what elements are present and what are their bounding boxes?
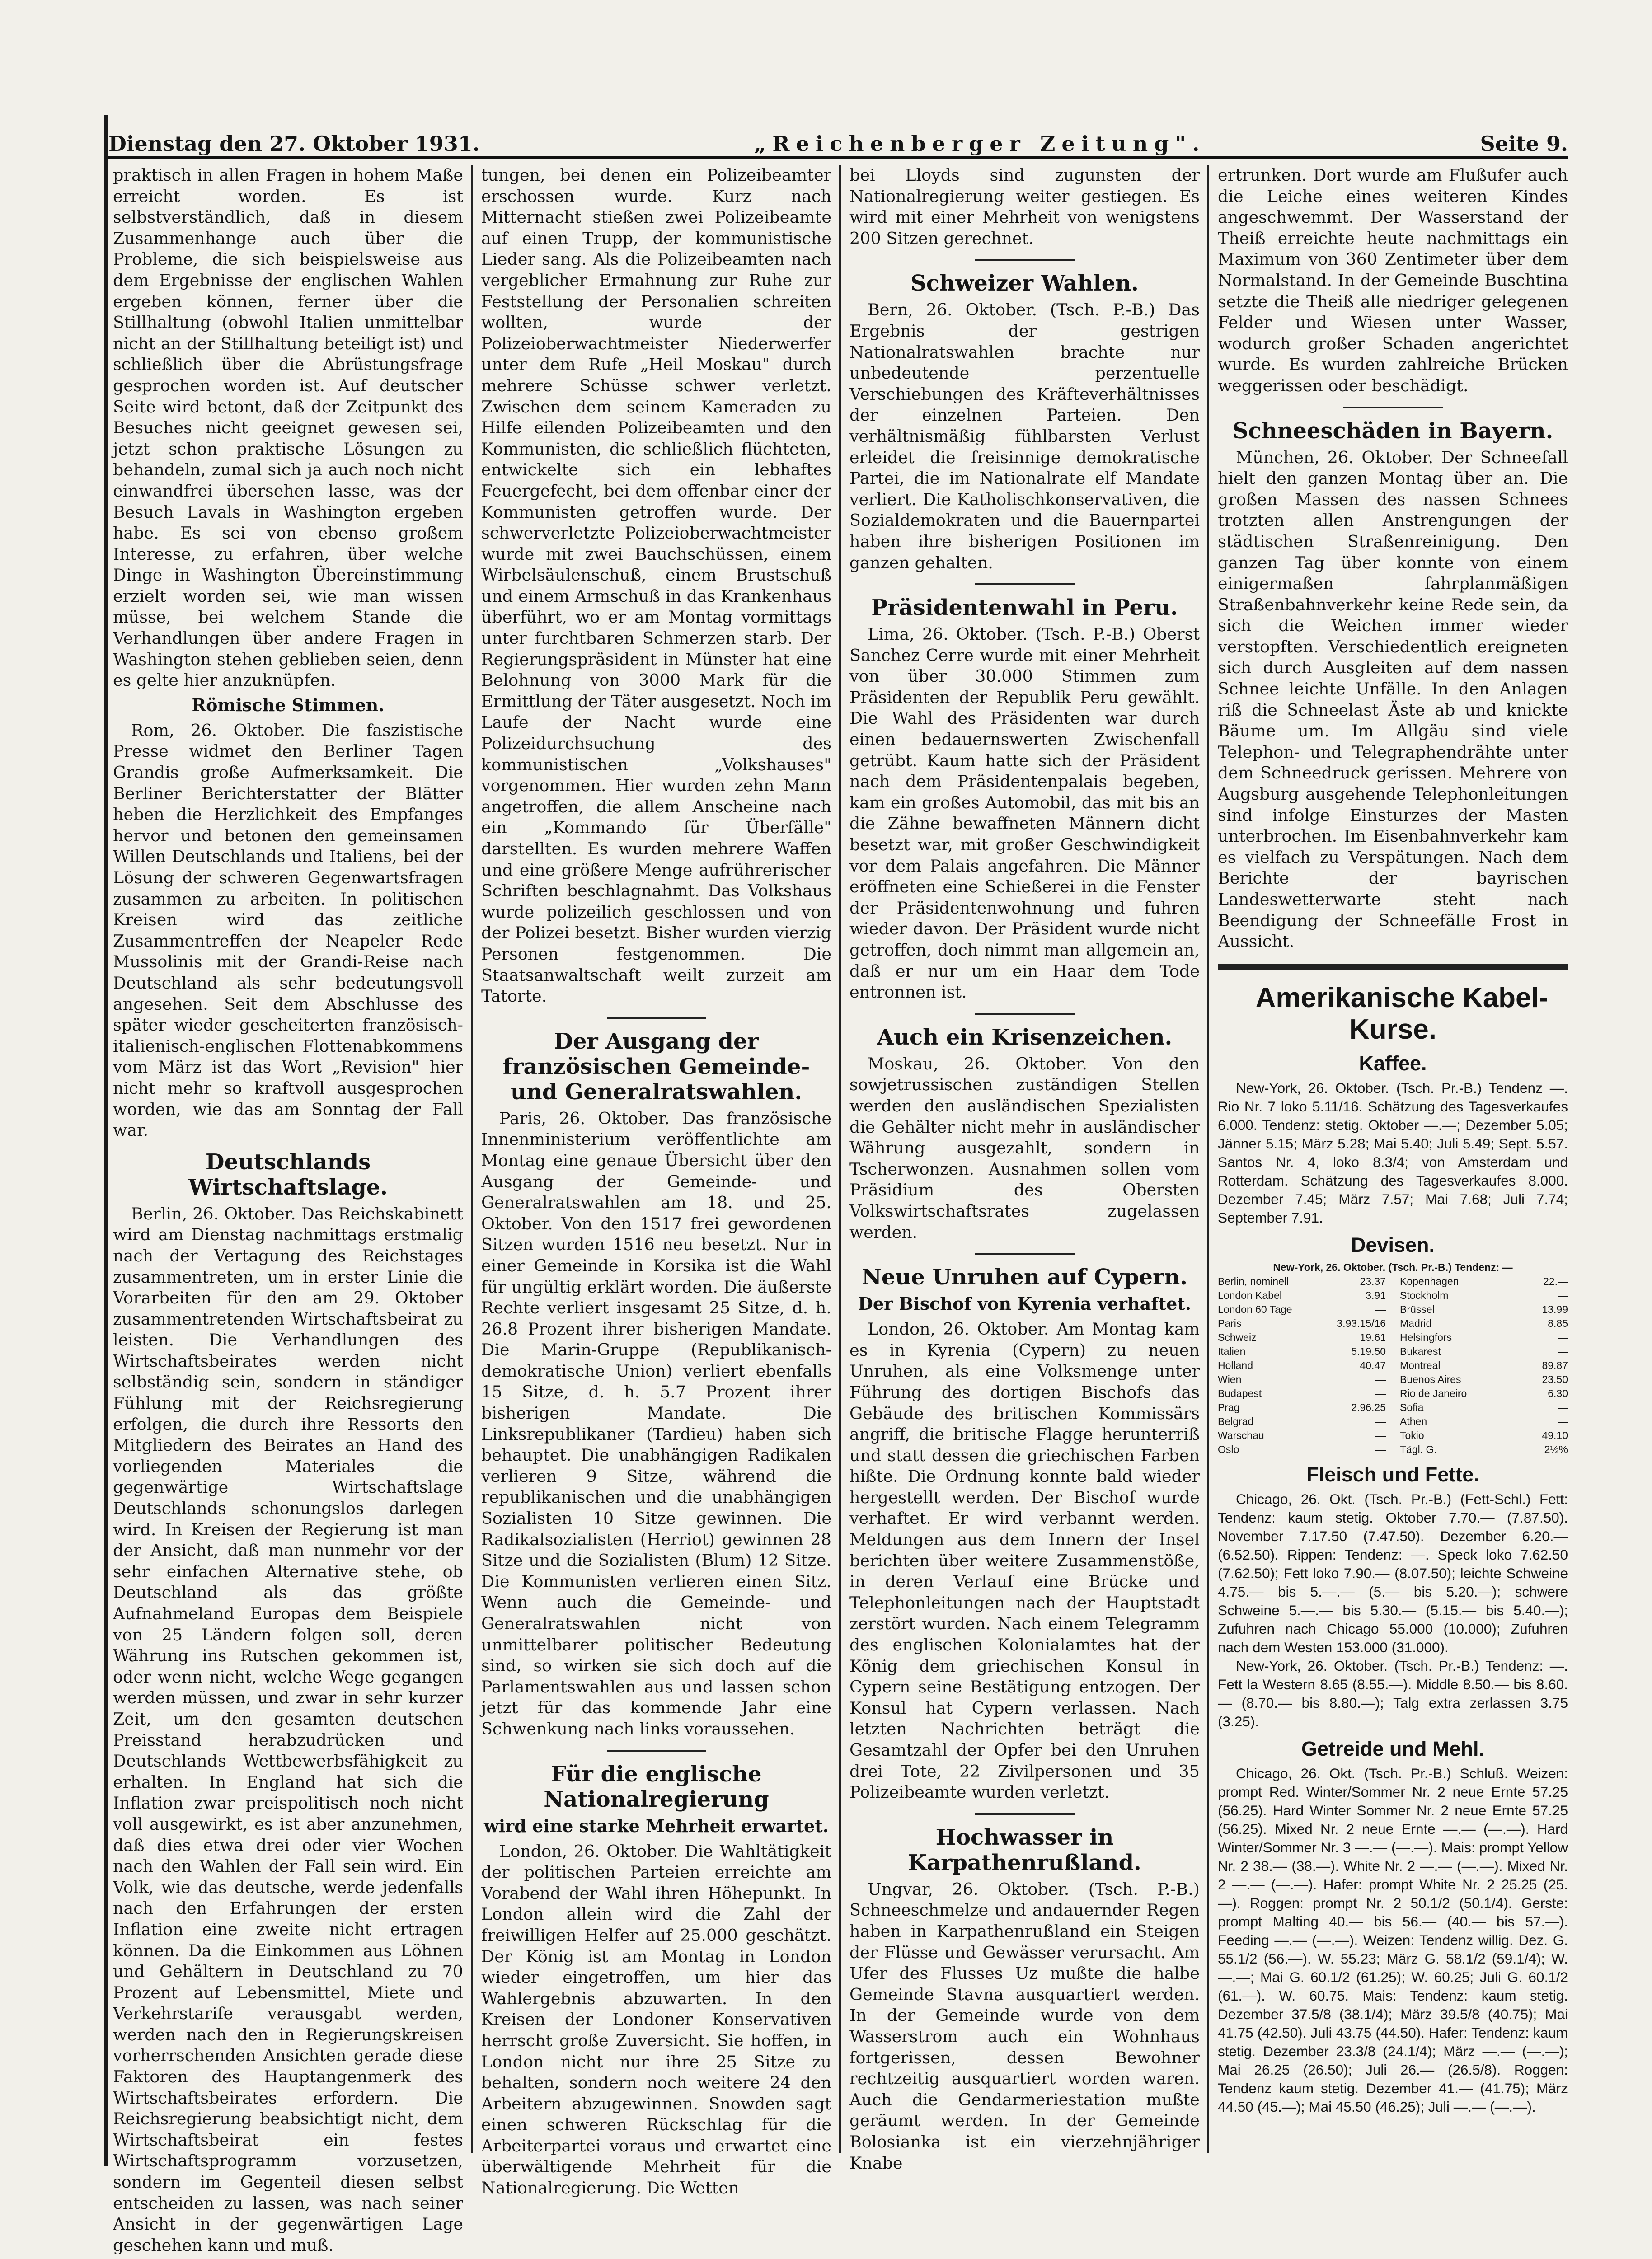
market-section-title: Amerikanische Kabel-Kurse. bbox=[1255, 982, 1549, 1045]
currency-rate: 22.— bbox=[1543, 1275, 1568, 1287]
devisen-row bbox=[1218, 1359, 1568, 1373]
currency-name: Budapest bbox=[1218, 1387, 1262, 1399]
devisen-rows bbox=[1218, 1275, 1568, 1457]
page-header bbox=[108, 115, 1568, 159]
currency-rate: — bbox=[1375, 1303, 1386, 1315]
devisen-row bbox=[1218, 1331, 1568, 1345]
devisen-row bbox=[1218, 1429, 1568, 1443]
currency-rate: — bbox=[1375, 1443, 1386, 1455]
devisen-entry bbox=[1400, 1289, 1568, 1303]
currency-rate: — bbox=[1558, 1331, 1568, 1343]
market-heading-getreide: Getreide und Mehl. bbox=[1301, 1737, 1485, 1760]
devisen-entry bbox=[1400, 1415, 1568, 1429]
section-divider bbox=[975, 1013, 1075, 1015]
currency-name: Rio de Janeiro bbox=[1400, 1387, 1467, 1399]
currency-name: Warschau bbox=[1218, 1429, 1264, 1441]
devisen-entry bbox=[1400, 1387, 1568, 1401]
currency-rate: 5.19.50 bbox=[1351, 1345, 1386, 1357]
market-text: New-York, 26. Oktober. (Tsch. Pr.-B.) Tendenz —. Rio Nr. 7 loko 5.11/16. Schätzung des Tagesverkaufes 6.000. Tendenz: stetig. Oktober —.—; Dezember 5.05; Jänner 5.15; März 5.28; Mai 5.40; Juli 5.49; Sept. 5.57. Santos Nr. 4, loko 8.3/4; von Amsterdam und Rotterdam. Schätzung des Tagesverkaufes 8.000. Dezember 7.45; März 7.57; Mai 7.68; Juli 7.74; September 7.91. bbox=[1218, 1079, 1568, 1226]
currency-rate: 40.47 bbox=[1360, 1359, 1386, 1371]
currency-rate: 23.50 bbox=[1542, 1373, 1568, 1385]
devisen-row bbox=[1218, 1275, 1568, 1289]
market-text: New-York, 26. Oktober. (Tsch. Pr.-B.) Tendenz: —. Fett la Western 8.65 (8.55.—). Middle 8.50.— bis 8.60.— (8.70.— bis 8.80.—); Talg extra zerlassen 3.75 (3.25). bbox=[1218, 1657, 1568, 1729]
article-text: Berlin, 26. Oktober. Das Reichskabinett wird am Dienstag nachmittags erstmalig nach der Vertagung des Reichstages zusammentreten, um in erster Linie die Vorarbeiten für den am 29. Oktober zusammentretenden Wirtschaftsbeirat zu leisten. Die Verhandlungen des Wirtschaftsbeirates werden nicht selbständig sein, sondern in ständiger Fühlung mit der Reichsregierung erfolgen, die durch ihre Ressorts den Mitgliedern des Beirates an Hand des vorliegenden Materiales die gegenwärtige Wirtschaftslage Deutschlands schonungslos darlegen wird. In Kreisen der Regierung ist man der Ansicht, daß man nunmehr vor der sehr einfachen Alternative stehe, ob Deutschland als das größte Aufnahmeland Europas dem Beispiele von 25 Ländern folgen soll, deren Währung ins Rutschen gekommen ist, oder wenn nicht, welche Wege gegangen werden müssen, und zwar in sehr kurzer Zeit, um den gesamten deutschen Preisstand herabzudrücken und Deutschlands Wettbewerbsfähigkeit zu erhalten. In England hat sich die Inflation zwar preispolitisch noch nicht voll ausgewirkt, es ist aber anzunehmen, daß dies etwa drei oder vier Wochen nach den Wahlen der Fall sein wird. Ein Volk, wie das deutsche, werde jedenfalls nach den Erfahrungen der ersten Inflation eine zweite nicht ertragen können. Da die Einkommen aus Löhnen und Gehältern in Deutschland zu 70 Prozent auf Lebensmittel, Miete und Verkehrstarife verausgabt werden, werden nach den in Regierungskreisen vorherrschenden Ansichten gerade diese Faktoren des Hauptangenmerk des Wirtschaftsbeirates erfordern. Die Reichsregierung beabsichtigt nicht, dem Wirtschaftsbeirat ein festes Wirtschaftsprogramm vorzusetzen, sondern im Gegenteil diesen selbst entscheiden zu lassen, was nach seiner Ansicht in der gegenwärtigen Lage geschehen kann und muß. bbox=[113, 1204, 463, 2255]
currency-rate: — bbox=[1558, 1415, 1568, 1427]
column-3 bbox=[849, 165, 1200, 2173]
devisen-entry bbox=[1218, 1443, 1386, 1457]
header-paper-name: „Reichenberger Zeitung". bbox=[754, 131, 1206, 156]
article-heading: Schneeschäden in Bayern. bbox=[1232, 418, 1553, 444]
currency-name: Montreal bbox=[1400, 1359, 1441, 1371]
article-heading: Hochwasser in Karpathenrußland. bbox=[908, 1824, 1141, 1875]
currency-name: Buenos Aires bbox=[1400, 1373, 1461, 1385]
article-subheading: wird eine starke Mehrheit erwartet. bbox=[484, 1815, 829, 1836]
article-subheading: Der Bischof von Kyrenia verhaftet. bbox=[858, 1294, 1192, 1314]
article-heading: Präsidentenwahl in Peru. bbox=[871, 595, 1178, 621]
currency-rate: — bbox=[1558, 1345, 1568, 1357]
currency-rate: — bbox=[1558, 1289, 1568, 1301]
market-text: Chicago, 26. Okt. (Tsch. Pr.-B.) (Fett-Schl.) Fett: Tendenz: kaum stetig. Oktober 7.70.— (7.87.50). November 7.17.50 (7.47.50). Dezember 6.20.— (6.52.50). Rippen: Tendenz: —. Speck loko 7.62.50 (7.62.50); Fett loko 7.90.— (8.07.50); leichte Schweine 4.75.— bis 5.—.— (5.— bis 5.20.—); schwere Schweine 5.—.— bis 5.30.— (5.15.— bis 5.40.—); Zufuhren nach Chicago 55.000 (10.000); Zufuhren nach dem Westen 153.000 (31.000). bbox=[1218, 1490, 1568, 1655]
currency-rate: — bbox=[1375, 1429, 1386, 1441]
devisen-row bbox=[1218, 1387, 1568, 1401]
column-2 bbox=[481, 165, 831, 2198]
currency-name: Bukarest bbox=[1400, 1345, 1441, 1357]
currency-rate: 13.99 bbox=[1542, 1303, 1568, 1315]
currency-name: Sofia bbox=[1400, 1401, 1424, 1413]
devisen-entry bbox=[1218, 1345, 1386, 1359]
article-text: Moskau, 26. Oktober. Von den sowjetrussischen zuständigen Stellen werden den ausländischen Spezialisten die Gehälter nicht mehr in ausländischer Währung ausgezahlt, sondern in Tscherwonzen. Ausnahmen sollen vom Präsidium des Obersten Volkswirtschaftsrates zugelassen werden. bbox=[849, 1054, 1200, 1242]
currency-name: London 60 Tage bbox=[1218, 1303, 1292, 1315]
currency-name: Italien bbox=[1218, 1345, 1246, 1357]
header-page-number: Seite 9. bbox=[1480, 131, 1568, 156]
devisen-entry bbox=[1400, 1345, 1568, 1359]
article-heading: Deutschlands Wirtschaftslage. bbox=[188, 1149, 388, 1200]
currency-name: Wien bbox=[1218, 1373, 1242, 1385]
market-heading-kaffee: Kaffee. bbox=[1359, 1051, 1427, 1075]
section-divider bbox=[975, 259, 1075, 261]
devisen-table bbox=[1218, 1261, 1568, 1457]
devisen-entry bbox=[1400, 1275, 1568, 1289]
devisen-row bbox=[1218, 1303, 1568, 1317]
column-4 bbox=[1218, 165, 1568, 2153]
article-text: London, 26. Oktober. Am Montag kam es in Kyrenia (Cypern) zu neuen Unruhen, als eine Volksmenge unter Führung des dortigen Bischofs das Gebäude des britischen Kommissärs angriff, die britische Flagge herunterriß und statt dessen die griechischen Farben hißte. Die Ordnung konnte bald wieder hergestellt werden. Der Bischof wurde verhaftet. Er wird verbannt werden. Meldungen aus dem Innern der Insel berichten über weitere Zusammenstöße, in deren Verlauf eine Brücke und Telephonleitungen nach der Hauptstadt zerstört wurden. Nach einem Telegramm des englischen Kolonialamtes hat der König dem griechischen Konsul in Cypern seine Bestätigung entzogen. Der Konsul hat Cypern verlassen. Nach letzten Nachrichten beträgt die Gesamtzahl der Opfer bei den Unruhen drei Tote, 22 Zivilpersonen und 35 Polizeibeamte wurden verletzt. bbox=[849, 1319, 1200, 1802]
devisen-entry bbox=[1400, 1331, 1568, 1345]
currency-rate: 6.30 bbox=[1548, 1387, 1568, 1399]
currency-name: Berlin, nominell bbox=[1218, 1275, 1289, 1287]
section-divider bbox=[1218, 964, 1568, 970]
devisen-row bbox=[1218, 1415, 1568, 1429]
currency-name: Helsingfors bbox=[1400, 1331, 1452, 1343]
currency-rate: 8.85 bbox=[1548, 1317, 1568, 1329]
article-text: ertrunken. Dort wurde am Flußufer auch die Leiche eines weiteren Kindes angeschwemmt. Der Wasserstand der Theiß erreichte heute nachmittags ein Maximum von 360 Zentimeter über dem Normalstand. In der Gemeinde Buschtina setzte die Theiß alle niedriger gelegenen Felder und Wiesen unter Wasser, wodurch großer Schaden angerichtet wurde. Es wurden zahlreiche Brücken weggerissen oder beschädigt. bbox=[1218, 165, 1568, 395]
section-divider bbox=[975, 583, 1075, 585]
currency-rate: 2½% bbox=[1544, 1443, 1568, 1455]
section-divider bbox=[1343, 407, 1443, 408]
devisen-entry bbox=[1218, 1373, 1386, 1387]
article-text: tungen, bei denen ein Polizeibeamter erschossen wurde. Kurz nach Mitternacht stießen zwei Polizeibeamte auf einen Trupp, der kommunistische Lieder sang. Als die Polizeibeamten nach vergeblicher Ermahnung zur Ruhe zur Feststellung der Personalien schreiten wollten, wurde der Polizeioberwachtmeister Niederwerfer unter dem Rufe „Heil Moskau" durch mehrere Schüsse schwer verletzt. Zwischen dem seinem Kameraden zu Hilfe eilenden Polizeibeamten und den Kommunisten, die schließlich flüchteten, entwickelte sich ein lebhaftes Feuergefecht, bei dem offenbar einer der Kommunisten getroffen wurde. Der schwerverletzte Polizeioberwachtmeister wurde mit zwei Bauchschüssen, einem Wirbelsäulenschuß, einem Brustschuß und einem Armschuß in das Krankenhaus überführt, wo er am Montag vormittags unter furchtbaren Schmerzen starb. Der Regierungspräsident in Münster hat eine Belohnung von 3000 Mark für die Ermittlung der Täter ausgesetzt. Noch im Laufe der Nacht wurde eine Polizeidurchsuchung des kommunistischen „Volkshauses" vorgenommen. Hier wurden zehn Mann angetroffen, die allem Anscheine nach ein „Kommando für Überfälle" darstellten. Es wurden mehrere Waffen und eine größere Menge aufrührerischer Schriften beschlagnahmt. Das Volkshaus wurde polizeilich geschlossen und von der Polizei besetzt. Bisher wurden vierzig Personen festgenommen. Die Staatsanwaltschaft weilt zurzeit am Tatorte. bbox=[481, 165, 831, 1006]
column-rule bbox=[471, 165, 473, 2153]
article-subheading: Römische Stimmen. bbox=[192, 694, 385, 715]
currency-name: London Kabel bbox=[1218, 1289, 1282, 1301]
currency-rate: 89.87 bbox=[1542, 1359, 1568, 1371]
market-heading-devisen: Devisen. bbox=[1351, 1233, 1435, 1256]
devisen-row bbox=[1218, 1317, 1568, 1331]
section-divider bbox=[975, 1253, 1075, 1255]
devisen-entry bbox=[1218, 1401, 1386, 1415]
article-text: praktisch in allen Fragen in hohem Maße erreicht worden. Es ist selbstverständlich, daß in diesem Zusammenhange auch über die Probleme, die sich beispielsweise aus dem Ergebnisse der englischen Wahlen ergeben können, ferner über die Stillhaltung (obwohl Italien unmittelbar nicht an der Stillhaltung beteiligt ist) und schließlich über die Abrüstungsfrage gesprochen worden ist. Auf deutscher Seite wird betont, daß der Zeitpunkt des Besuches nicht geeignet gewesen sei, jetzt schon praktische Lösungen zu behandeln, zumal sich ja auch noch nicht einwandfrei übersehen lasse, was der Besuch Lavals in Washington ergeben habe. Es sei von ebenso großem Interesse, zu erfahren, über welche Dinge in Washington Übereinstimmung erzielt worden sei, wie man wissen müsse, bei welchem Stande die Verhandlungen über andere Fragen in Washington stehen geblieben seien, denn es gelte hier anzuknüpfen. bbox=[113, 165, 463, 690]
currency-name: Kopenhagen bbox=[1400, 1275, 1459, 1287]
column-rule bbox=[839, 165, 841, 2153]
article-text: bei Lloyds sind zugunsten der Nationalregierung weiter gestiegen. Es wird mit einer Mehrheit von wenigstens 200 Sitzen gerechnet. bbox=[849, 165, 1200, 248]
devisen-entry bbox=[1218, 1275, 1386, 1289]
devisen-table-header: New-York, 26. Oktober. (Tsch. Pr.-B.) Tendenz: — bbox=[1273, 1261, 1513, 1273]
devisen-entry bbox=[1400, 1317, 1568, 1331]
article-text: Bern, 26. Oktober. (Tsch. P.-B.) Das Ergebnis der gestrigen Nationalratswahlen brachte nur unbedeutende perzentuelle Verschiebungen des Kräfteverhältnisses der einzelnen Parteien. Den verhältnismäßig fühlbarsten Verlust erleidet die freisinnige demokratische Partei, die im Nationalrate elf Mandate verliert. Die Katholischkonservativen, die Sozialdemokraten und die Bauernpartei haben ihre bisherigen Positionen im ganzen gehalten. bbox=[849, 300, 1200, 572]
devisen-entry bbox=[1218, 1387, 1386, 1401]
devisen-entry bbox=[1218, 1331, 1386, 1345]
devisen-entry bbox=[1218, 1317, 1386, 1331]
currency-name: Tokio bbox=[1400, 1429, 1424, 1441]
article-text: London, 26. Oktober. Die Wahltätigkeit der politischen Parteien erreichte am Vorabend der Wahl ihren Höhepunkt. In London allein wird die Zahl der freiwilligen Helfer auf 25.000 geschätzt. Der König ist am Montag in London wieder eingetroffen, um hier das Wahlergebnis abzuwarten. In den Kreisen der Londoner Konservativen herrscht große Zuversicht. Sie hoffen, in London nicht nur ihre 25 Sitze zu behalten, sondern noch weitere 24 den Arbeitern abzugewinnen. Snowden sagt einen schweren Rückschlag für die Arbeiterpartei voraus und erwartet eine überwältigende Mehrheit für die Nationalregierung. Die Wetten bbox=[481, 1841, 831, 2198]
column-1 bbox=[113, 165, 463, 2255]
article-text: Ungvar, 26. Oktober. (Tsch. P.-B.) Schneeschmelze und andauernder Regen haben in Karpathenrußland ein Steigen der Flüsse und Gewässer verursacht. Am Ufer des Flusses Uz mußte die halbe Gemeinde Stavna ausquartiert werden. In der Gemeinde wurde von dem Wasserstrom auch ein Wohnhaus fortgerissen, dessen Bewohner rechtzeitig ausquartiert worden waren. Auch die Gendarmeriestation mußte geräumt werden. In der Gemeinde Bolosianka ist ein vierzehnjähriger Knabe bbox=[849, 1879, 1200, 2173]
currency-name: Oslo bbox=[1218, 1443, 1239, 1455]
currency-name: Brüssel bbox=[1400, 1303, 1435, 1315]
currency-name: Paris bbox=[1218, 1317, 1242, 1329]
devisen-entry bbox=[1400, 1443, 1568, 1457]
section-divider bbox=[975, 1813, 1075, 1815]
currency-name: Madrid bbox=[1400, 1317, 1432, 1329]
newspaper-page bbox=[104, 115, 1568, 2255]
market-text: Chicago, 26. Okt. (Tsch. Pr.-B.) Schluß. Weizen: prompt Red. Winter/Sommer Nr. 2 neue Ernte 57.25 (56.25). Hard Winter Sommer Nr. 2 neue Ernte 57.25 (56.25). Mixed Nr. 2 neue Ernte —.— (—.—). Hard Winter/Sommer Nr. 3 —.— (—.—). Mais: prompt Yellow Nr. 2 38.— (38.—). White Nr. 2 —.— (—.—). Mixed Nr. 2 —.— (—.—). Hafer: prompt White Nr. 2 25.25 (25.—). Roggen: prompt Nr. 2 50.1/2 (50.1/4). Gerste: prompt Malting 40.— bis 56.— (40.— bis 57.—). Feeding —.— (—.—). Weizen: Tendenz willig. Dez. G. 55.1/2 (56.—). W. 55.23; März G. 58.1/2 (59.1/4); W. —.—; Mai G. 60.1/2 (61.25); W. 60.25; Juli G. 60.1/2 (61.—). W. 60.75. Mais: Tendenz: kaum stetig. Dezember 37.5/8 (38.1/4); März 39.5/8 (40.75); Mai 41.75 (42.50). Juli 43.75 (44.50). Hafer: Tendenz: kaum stetig. Dezember 23.3/8 (24.1/4); März —.— (—.—); Mai 26.25 (26.50); Juli 26.— (26.5/8). Roggen: Tendenz kaum stetig. Dezember 41.— (41.75); März 44.50 (45.—); Mai 45.50 (46.25); Juli —.— (—.—). bbox=[1218, 1765, 1568, 2115]
article-heading: Für die englische Nationalregierung bbox=[544, 1761, 769, 1812]
currency-rate: — bbox=[1375, 1387, 1386, 1399]
devisen-entry bbox=[1400, 1303, 1568, 1317]
devisen-entry bbox=[1218, 1415, 1386, 1429]
article-heading: Auch ein Krisenzeichen. bbox=[877, 1024, 1173, 1050]
currency-rate: — bbox=[1375, 1373, 1386, 1385]
devisen-entry bbox=[1218, 1289, 1386, 1303]
currency-rate: — bbox=[1558, 1401, 1568, 1413]
currency-rate: — bbox=[1375, 1415, 1386, 1427]
devisen-row bbox=[1218, 1345, 1568, 1359]
market-quotes bbox=[1218, 1051, 1568, 2116]
article-text: Lima, 26. Oktober. (Tsch. P.-B.) Oberst Sanchez Cerre wurde mit einer Mehrheit von über 30.000 Stimmen zum Präsidenten der Republik Peru gewählt. Die Wahl des Präsidenten war durch einen bedauernswerten Zwischenfall getrübt. Kaum hatte sich der Präsident nach dem Präsidentenpalais begeben, kam ein großes Automobil, das mit bis an die Zähne bewaffneten Männern dicht besetzt war, mit großer Geschwindigkeit vor dem Palais angefahren. Die Männer eröffneten eine Schießerei in die Fenster der Präsidentenwohnung und fuhren wieder davon. Der Präsident wurde nicht getroffen, doch nimmt man allgemein an, daß er nur um ein Haar dem Tode entronnen ist. bbox=[849, 624, 1200, 1002]
currency-name: Prag bbox=[1218, 1401, 1240, 1413]
currency-name: Belgrad bbox=[1218, 1415, 1254, 1427]
currency-name: Holland bbox=[1218, 1359, 1253, 1371]
currency-rate: 19.61 bbox=[1360, 1331, 1386, 1343]
devisen-entry bbox=[1400, 1401, 1568, 1415]
devisen-entry bbox=[1218, 1429, 1386, 1443]
devisen-row bbox=[1218, 1443, 1568, 1457]
currency-name: Athen bbox=[1400, 1415, 1427, 1427]
article-text: Rom, 26. Oktober. Die faszistische Presse widmet den Berliner Tagen Grandis große Aufmerksamkeit. Die Berliner Berichterstatter der Blätter heben die Herzlichkeit des Empfanges hervor und betonen den gemeinsamen Willen Deutschlands und Italiens, bei der Lösung der schweren Gegenwartsfragen zusammen zu arbeiten. In politischen Kreisen wird das zeitliche Zusammentreffen der Neapeler Rede Mussolinis mit der Grandi-Reise nach Deutschland als sehr bedeutungsvoll angesehen. Seit dem Abschlusse des später wieder gescheiterten französisch-italienisch-englischen Flottenabkommens vom März ist das Wort „Revision" hier nicht mehr so kraftvoll ausgesprochen worden, wie das am Sonntag der Fall war. bbox=[113, 720, 463, 1140]
section-divider bbox=[607, 1017, 706, 1019]
devisen-entry bbox=[1218, 1359, 1386, 1373]
currency-rate: 2.96.25 bbox=[1351, 1401, 1386, 1413]
header-date: Dienstag den 27. Oktober 1931. bbox=[108, 131, 480, 156]
article-text: München, 26. Oktober. Der Schneefall hielt den ganzen Montag über an. Die großen Massen des nassen Schnees trotzten allen Anstrengungen der städtischen Straßenreinigung. Den ganzen Tag über konnte von einem einigermaßen fahrplanmäßigen Straßenbahnverkehr keine Rede sein, da sich die Weichen immer wieder verstopften. Verschiedentlich ereigneten sich durch Ausgleiten auf dem nassen Schnee leichte Unfälle. In den Anlagen riß die Schneelast Äste ab und knickte Bäume um. Im Allgäu sind viele Telephon- und Telegraphendrähte unter dem Schneedruck gerissen. Mehrere von Augsburg ausgehende Telephonleitungen sind infolge Einsturzes der Masten unterbrochen. Im Eisenbahnverkehr kam es vielfach zu Verspätungen. Nach dem Berichte der bayrischen Landeswetterwarte steht nach Beendigung der Schneefälle Frost in Aussicht. bbox=[1218, 447, 1568, 951]
devisen-entry bbox=[1218, 1303, 1386, 1317]
currency-rate: 3.91 bbox=[1366, 1289, 1386, 1301]
section-divider bbox=[607, 1750, 706, 1752]
devisen-entry bbox=[1400, 1373, 1568, 1387]
devisen-row bbox=[1218, 1373, 1568, 1387]
article-text: Paris, 26. Oktober. Das französische Innenministerium veröffentlichte am Montag eine genaue Übersicht über den Ausgang der Gemeinde- und Generalratswahlen am 18. und 25. Oktober. Von den 1517 frei gewordenen Sitzen wurden 1516 neu besetzt. Nur in einer Gemeinde in Korsika ist die Wahl für ungültig erklärt worden. Die äußerste Rechte verliert insgesamt 25 Sitze, d. h. 26.8 Prozent ihrer bisherigen Mandate. Die Marin-Gruppe (Republikanisch-demokratische Union) verliert ebenfalls 15 Sitze, d. h. 5.7 Prozent ihrer bisherigen Mandate. Die Linksrepublikaner (Tardieu) haben sich behauptet. Die unabhängigen Radikalen verlieren 9 Sitze, während die republikanischen und die unabhängigen Sozialisten 10 Sitze gewinnen. Die Radikalsozialisten (Herriot) gewinnen 28 Sitze und die Sozialisten (Blum) 12 Sitze. Die Kommunisten verlieren einen Sitz. Wenn auch die Gemeinde- und Generalratswahlen nicht von unmittelbarer politischer Bedeutung sind, so wirken sie sich doch auf die Parlamentswahlen aus und lassen schon jetzt für das kommende Jahr eine Schwenkung nach links voraussehen. bbox=[481, 1108, 831, 1739]
devisen-entry bbox=[1400, 1359, 1568, 1373]
devisen-row bbox=[1218, 1401, 1568, 1415]
column-rule bbox=[1207, 165, 1209, 2153]
article-heading: Der Ausgang der französischen Gemeinde- und Generalratswahlen. bbox=[502, 1028, 810, 1105]
devisen-row bbox=[1218, 1289, 1568, 1303]
currency-name: Tägl. G. bbox=[1400, 1443, 1437, 1455]
article-heading: Neue Unruhen auf Cypern. bbox=[861, 1265, 1187, 1290]
currency-name: Schweiz bbox=[1218, 1331, 1257, 1343]
article-heading: Schweizer Wahlen. bbox=[910, 271, 1139, 296]
currency-rate: 49.10 bbox=[1542, 1429, 1568, 1441]
market-heading-fleisch: Fleisch und Fette. bbox=[1306, 1462, 1479, 1486]
devisen-entry bbox=[1400, 1429, 1568, 1443]
currency-rate: 3.93.15/16 bbox=[1337, 1317, 1386, 1329]
currency-rate: 23.37 bbox=[1360, 1275, 1386, 1287]
currency-name: Stockholm bbox=[1400, 1289, 1449, 1301]
